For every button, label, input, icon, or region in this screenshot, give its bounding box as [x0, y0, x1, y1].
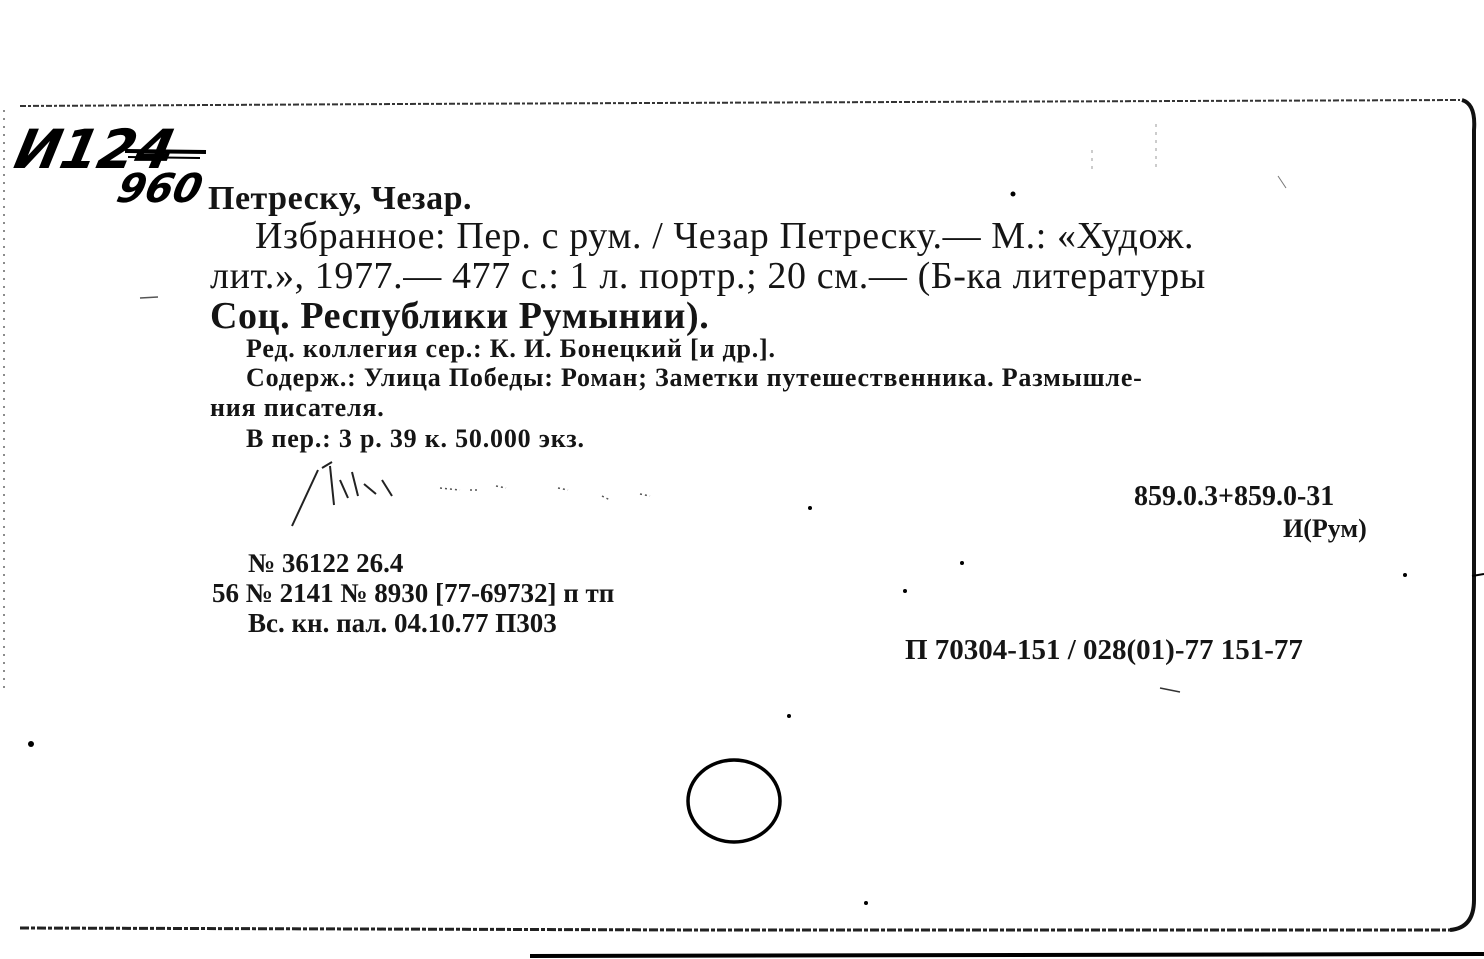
shelfmark-handwritten-top: И124: [9, 118, 181, 181]
price-code: П 70304-151 / 028(01)-77 151-77: [905, 634, 1303, 666]
description-line-1: Избранное: Пер. с рум. / Чезар Петреску.— М.: «Худож.: [255, 215, 1195, 257]
punch-hole: [688, 760, 780, 842]
notes-line-4: В пер.: 3 р. 39 к. 50.000 экз.: [246, 424, 585, 453]
udc-code: 859.0.3+859.0-31: [1134, 481, 1335, 512]
notes-line-2: Содерж.: Улица Победы: Роман; Заметки путешественника. Размышле-: [246, 363, 1143, 392]
description-line-3: Соц. Республики Румынии).: [210, 295, 710, 337]
shelfmark-handwritten-bottom: 960: [112, 166, 208, 212]
description-line-2: лит.», 1977.— 477 с.: 1 л. портр.; 20 см.— (Б-ка литературы: [210, 255, 1206, 297]
registry-line-1: № 36122 26.4: [248, 548, 404, 578]
notes-line-1: Ред. коллегия сер.: К. И. Бонецкий [и др.].: [246, 334, 776, 363]
bbk-code: И(Рум): [1283, 514, 1367, 543]
notes-line-3: ния писателя.: [210, 393, 385, 422]
registry-line-3: Вс. кн. пал. 04.10.77 П303: [248, 608, 557, 638]
registry-line-2: 56 № 2141 № 8930 [77-69732] п тп: [212, 578, 615, 608]
author-heading: Петреску, Чезар.: [208, 180, 472, 217]
